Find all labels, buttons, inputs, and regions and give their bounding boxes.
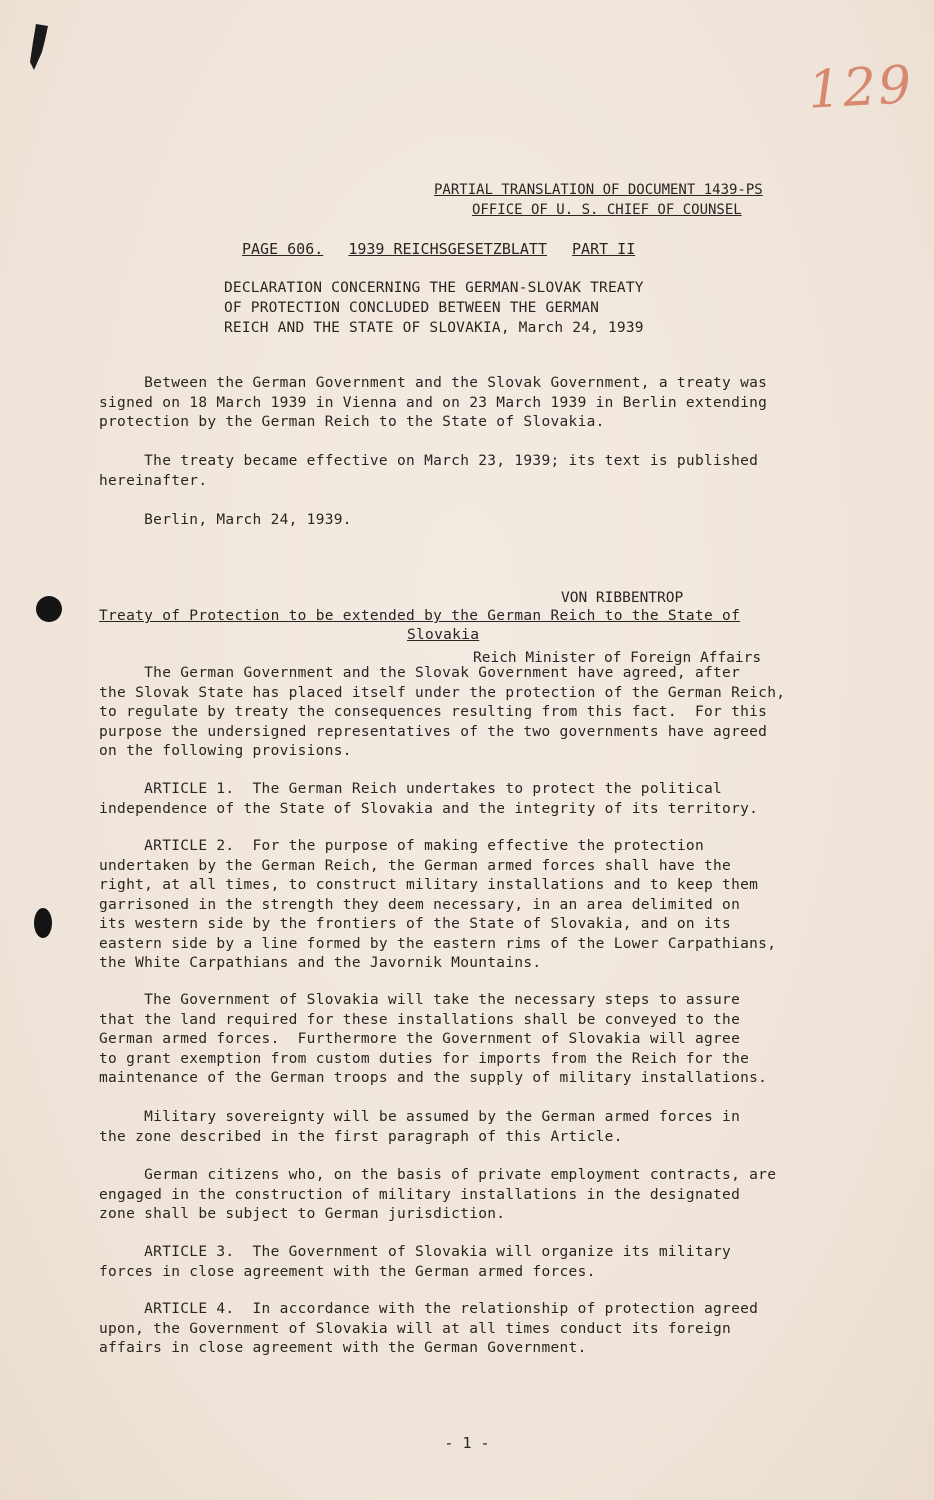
document-header bbox=[434, 180, 812, 220]
declaration-paragraph-2: The treaty became effective on March 23, 1939; its text is published hereinafter. bbox=[99, 453, 759, 489]
declaration-paragraph-3: Berlin, March 24, 1939. bbox=[99, 512, 352, 528]
punch-hole-upper bbox=[36, 596, 62, 622]
article-2-paragraph-2: The Government of Slovakia will take the necessary steps to assure that the land required for these installations shall be conveyed to the German armed forces. Furthermore the Government of Slovakia will agree to grant exemption from custom duties for imports from the Reich for the maintenance of the German troops and the supply of military installations. bbox=[99, 992, 768, 1086]
treaty-preamble: The German Government and the Slovak Government have agreed, after the Slovak State has placed itself under the protection of the German Reich, to regulate by treaty the consequences resulting from this fact. For this purpose the undersigned representatives of the two governments have agreed on the following provisions. bbox=[99, 665, 786, 759]
treaty-title-line-2: Slovakia bbox=[407, 627, 480, 643]
declaration-title: DECLARATION CONCERNING THE GERMAN-SLOVAK TREATY OF PROTECTION CONCLUDED BETWEEN THE GERMAN REICH AND THE STATE OF SLOVAKIA, March 24, 1939 bbox=[224, 280, 644, 336]
article-2: ARTICLE 2. For the purpose of making effective the protection undertaken by the German Reich, the German armed forces shall have the right, at all times, to construct military installations and to keep them garrisoned in the strength they deem necessary, in an area delimited on its western side by the frontiers of the State of Slovakia, and on its eastern side by a line formed by the eastern rims of the Lower Carpathians, the White Carpathians and the Javornik Mountains. bbox=[99, 838, 777, 971]
article-4: ARTICLE 4. In accordance with the relationship of protection agreed upon, the Government of Slovakia will at all times conduct its foreign affairs in close agreement with the German Government. bbox=[99, 1301, 759, 1356]
ink-mark-icon bbox=[28, 22, 50, 72]
header-translation-line: PARTIAL TRANSLATION OF DOCUMENT 1439-PS bbox=[434, 182, 763, 198]
article-2-paragraph-3: Military sovereignty will be assumed by the German armed forces in the zone described in the first paragraph of this Article. bbox=[99, 1109, 741, 1145]
signature-name: VON RIBBENTROP bbox=[561, 590, 684, 606]
declaration-paragraph-1: Between the German Government and the Slovak Government, a treaty was signed on 18 March 1939 in Vienna and on 23 March 1939 in Berlin extending protection by the German Reich to the State of Slovakia. bbox=[99, 375, 768, 430]
treaty-title bbox=[99, 607, 799, 645]
page-ref-page: PAGE 606. bbox=[242, 240, 324, 258]
handwritten-page-number: 129 bbox=[806, 55, 915, 121]
page-footer-number: - 1 - bbox=[444, 1434, 490, 1452]
punch-hole-lower bbox=[34, 908, 52, 938]
header-office-line: OFFICE OF U. S. CHIEF OF COUNSEL bbox=[472, 202, 742, 218]
page-reference bbox=[242, 240, 651, 258]
article-1: ARTICLE 1. The German Reich undertakes to protect the political independence of the State of Slovakia and the integrity of its territory. bbox=[99, 781, 759, 817]
signature-title: Reich Minister of Foreign Affairs bbox=[473, 650, 762, 666]
treaty-title-line-1: Treaty of Protection to be extended by the German Reich to the State of bbox=[99, 608, 741, 624]
page-ref-part: PART II bbox=[572, 240, 636, 258]
article-2-paragraph-4: German citizens who, on the basis of private employment contracts, are engaged in the construction of military installations in the designated zone shall be subject to German jurisdiction. bbox=[99, 1167, 777, 1222]
page-ref-publication: 1939 REICHSGESETZBLATT bbox=[348, 240, 547, 258]
article-3: ARTICLE 3. The Government of Slovakia will organize its military forces in close agreement with the German armed forces. bbox=[99, 1244, 732, 1280]
